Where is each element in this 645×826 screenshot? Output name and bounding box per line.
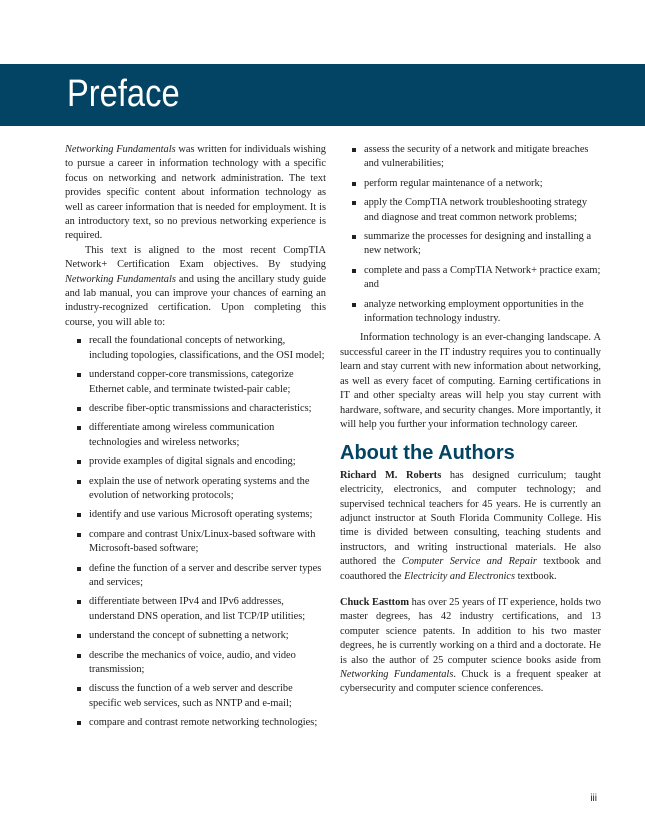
closing-paragraph: Information technology is an ever-changing landscape. A successful career in the IT industry requires you to continually learn and stay current with new information about networking, as well as every facet of computing. Earning certifications in IT and other specialty areas will help you stay current with hardware, software, and security changes. More importantly, it will help you further your information technology career. (340, 332, 601, 430)
bullet-icon (352, 269, 356, 273)
objectives-list-right (340, 143, 601, 326)
book-title-italic: Networking Fundamentals (65, 273, 176, 285)
list-item: complete and pass a CompTIA Network+ practice exam; and (352, 264, 601, 293)
list-item: define the function of a server and describe server types and services; (77, 562, 326, 591)
intro-paragraph-1-text: was written for individuals wishing to pursue a career in information technology with a specific focus on networking and network administration. The text provides specific content about information technology as well as career information that is needed for employment. It is an introductory text, so no previous networking experience is required. (65, 144, 326, 242)
list-item: summarize the processes for designing and installing a new network; (352, 230, 601, 259)
bullet-icon (77, 634, 81, 638)
list-item: recall the foundational concepts of networking, including topologies, classifications, and the OSI model; (77, 334, 326, 363)
author-bio-easttom: Chuck Easttom has over 25 years of IT experience, holds two master degrees, has 42 industry certifications, and 13 computer science patents. In addition to his two master degrees, he is currently working on a third and a doctorate. He is also the author of 25 computer science books aside from Networking Fundamentals. Chuck is a frequent speaker at cybersecurity and computer science conferences. (340, 596, 601, 695)
bullet-icon (77, 654, 81, 658)
book-title-italic: Networking Fundamentals (65, 144, 176, 155)
bullet-icon (77, 721, 81, 725)
bullet-icon (77, 407, 81, 411)
list-item: explain the use of network operating systems and the evolution of networking protocols; (77, 475, 326, 504)
right-column (340, 143, 601, 697)
list-item: understand copper-core transmissions, categorize Ethernet cable, and terminate twisted-pair cable; (77, 368, 326, 397)
list-item: provide examples of digital signals and encoding; (77, 455, 326, 469)
author-name: Chuck Easttom (340, 596, 409, 608)
author-bio-roberts: Richard M. Roberts has designed curriculum; taught electricity, electronics, and computer technology; and supervised technical teachers for 45 years. He is currently an adjunct instructor at South Florida Community College. His time is divided between consulting, teaching students and instructors, and writing instructional materials. He also authored the Computer Service and Repair textbook and coauthored the Electricity and Electronics textbook. (340, 469, 602, 582)
list-item: assess the security of a network and mitigate breaches and vulnerabilities; (352, 143, 601, 172)
list-item: compare and contrast remote networking technologies; (77, 716, 326, 730)
bullet-icon (352, 303, 356, 307)
list-item: discuss the function of a web server and describe specific web services, such as NNTP and e-mail; (77, 682, 326, 711)
list-item: differentiate among wireless communication technologies and wireless networks; (77, 421, 326, 450)
title-banner (0, 64, 645, 126)
book-title-italic: Electricity and Electronics (404, 570, 516, 582)
list-item: analyze networking employment opportunities in the information technology industry. (352, 298, 601, 327)
bullet-icon (352, 235, 356, 239)
list-item: perform regular maintenance of a network; (352, 177, 601, 191)
list-item: apply the CompTIA network troubleshooting strategy and diagnose and treat common network problems; (352, 196, 601, 225)
page-title: Preface (67, 73, 180, 115)
bullet-icon (77, 600, 81, 604)
list-item: compare and contrast Unix/Linux-based software with Microsoft-based software; (77, 528, 326, 557)
intro-paragraph-2-start: This text is aligned to the most recent CompTIA Network+ Certification Exam objectives. By studying (65, 244, 326, 271)
author-name: Richard M. Roberts (340, 469, 442, 481)
bullet-icon (77, 460, 81, 464)
book-title-italic: Computer Service and Repair (401, 556, 537, 568)
bullet-icon (352, 182, 356, 186)
list-item: identify and use various Microsoft operating systems; (77, 508, 326, 522)
bullet-icon (352, 148, 356, 152)
page-number: iii (590, 793, 597, 804)
bullet-icon (352, 201, 356, 205)
list-item: describe the mechanics of voice, audio, and video transmission; (77, 649, 326, 678)
list-item: understand the concept of subnetting a network; (77, 629, 326, 643)
bullet-icon (77, 533, 81, 537)
intro-paragraph-2 (65, 244, 326, 330)
bullet-icon (77, 567, 81, 571)
objectives-list-left (65, 334, 326, 730)
bullet-icon (77, 339, 81, 343)
bullet-icon (77, 480, 81, 484)
list-item: differentiate between IPv4 and IPv6 addresses, understand DNS operation, and list TCP/IP utilities; (77, 595, 326, 624)
bullet-icon (77, 373, 81, 377)
bullet-icon (77, 513, 81, 517)
bullet-icon (77, 426, 81, 430)
authors-heading: About the Authors (340, 442, 515, 465)
left-column (65, 143, 326, 736)
intro-paragraph-2-end: and using the ancillary study guide and lab manual, you can improve your chances of earning an industry-recognized certification. Upon completing this course, you will able to: (65, 273, 327, 328)
intro-paragraph-1 (65, 143, 326, 244)
list-item: describe fiber-optic transmissions and characteristics; (77, 402, 326, 416)
bullet-icon (77, 687, 81, 691)
book-title-italic: Networking Fundamentals (340, 669, 454, 680)
